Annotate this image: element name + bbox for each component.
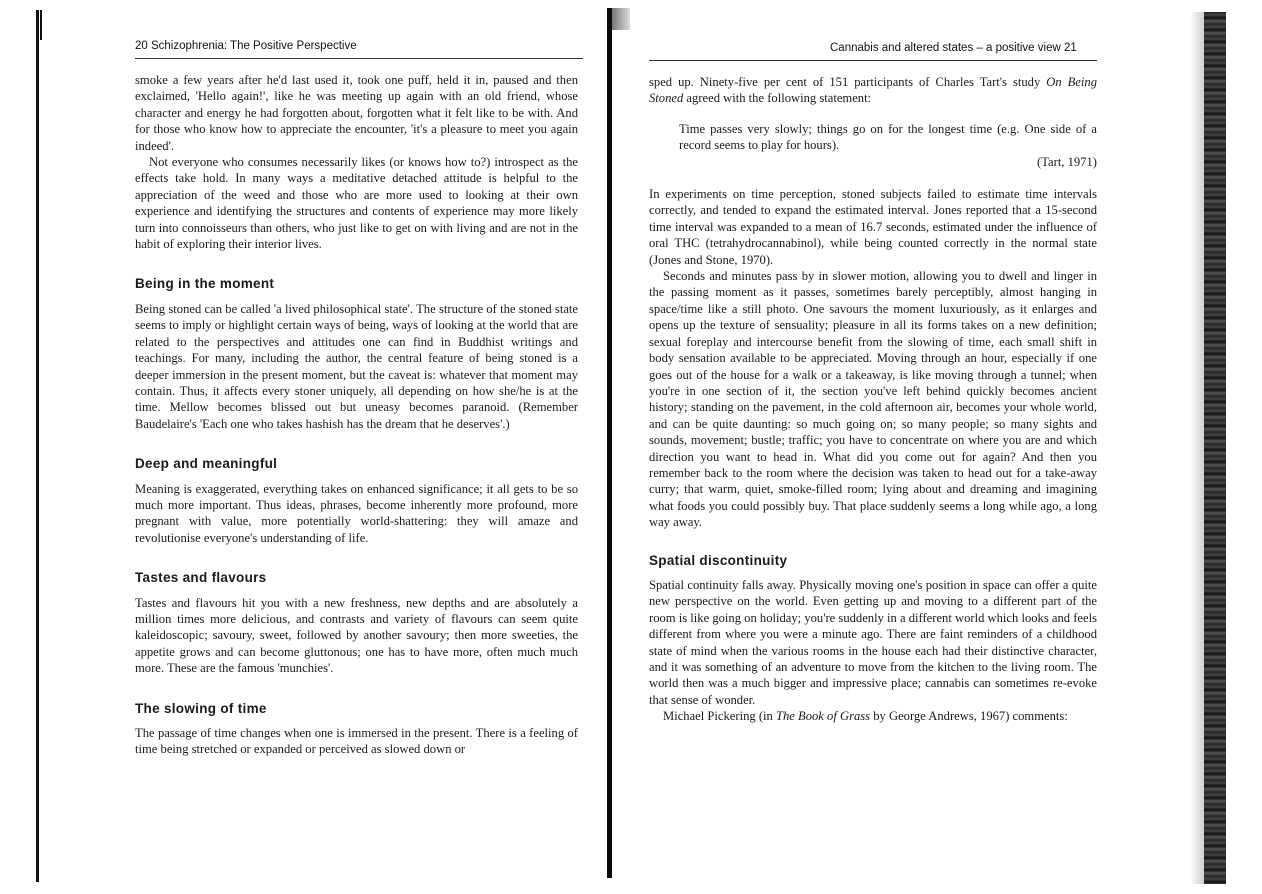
quote-text: Time passes very slowly; things go on for the longest time (e.g. One side of a record seems to play for hours). bbox=[679, 121, 1097, 153]
paragraph: Tastes and flavours hit you with a new freshness, new depths and are absolutely a million times more delicious, and contrasts and variety of flavours can seem quite kaleidoscopic; savoury, sweet, followed by another savoury; then more sweeties, the appetite grows and can become gluttonous; one has to have more, often much much more. These are the famous 'munchies'. bbox=[135, 595, 578, 676]
section-heading: Being in the moment bbox=[135, 276, 275, 292]
section-heading: Tastes and flavours bbox=[135, 570, 267, 586]
text-run: by George Andrews, 1967) comments: bbox=[870, 709, 1068, 724]
paragraph: The passage of time changes when one is immersed in the present. There is a feeling of time being stretched or expanded or perceived as slowed down or bbox=[135, 726, 578, 757]
paragraph: smoke a few years after he'd last used it, took one puff, held it in, paused and then exclaimed, 'Hello again!', like he was meeting up again with an old friend, whose character and energy he had forgotten about, forgotten what it felt like to be with. And for those who know how to appreciate the encounter, 'it's a pleasure to meet you again indeed'. bbox=[135, 73, 578, 153]
left-page-body bbox=[135, 72, 578, 758]
paragraph: Meaning is exaggerated, everything takes on enhanced significance; it all gets to be so much more important. Thus ideas, phrases, become inherently more profound, more pregnant with value, more potentially world-shattering: they will amaze and revolutionise everyone's understanding of life. bbox=[135, 481, 578, 545]
section-heading: Deep and meaningful bbox=[135, 456, 278, 472]
scan-right-edge bbox=[1204, 12, 1226, 884]
paragraph: Spatial continuity falls away. Physically moving one's position in space can offer a quite new perspective on the world. Even getting up and moving to a different part of the room is like going on holiday; you're suddenly in a different world which looks and feels different from where you were a minute ago. There are faint reminders of a childhood state of mind when the various rooms in the house each had their distinctive character, and it was something of an adventure to move from the kitchen to the living room. The world then was a much bigger and impressive place; cannabis can sometimes re-evoke that sense of wonder. bbox=[649, 577, 1097, 707]
scan-left-edge-mark bbox=[40, 10, 42, 40]
paragraph: In experiments on time perception, stoned subjects failed to estimate time intervals correctly, and tended to expand the estimated interval. Jones reported that a 15-second time interval was expanded to a mean of 16.7 seconds, estimated under the influence of oral THC (tetrahydrocannabinol), while being counted correctly in the normal state (Jones and Stone, 1970). bbox=[649, 187, 1097, 267]
book-title: The Book of Grass bbox=[775, 709, 871, 724]
block-quote bbox=[649, 121, 1097, 170]
paragraph bbox=[649, 74, 1097, 107]
section-heading: The slowing of time bbox=[135, 700, 267, 716]
left-header-rule bbox=[135, 58, 583, 59]
book-title: On Being Stoned bbox=[649, 75, 1097, 106]
right-header-rule bbox=[649, 60, 1097, 61]
paragraph: Being stoned can be called 'a lived philosophical state'. The structure of the stoned state seems to imply or highlight certain ways of being, ways of looking at the world that are related to the perspectives and attitudes one can find in Buddhist writings and teachings. For many, including the author, the central feature of being stoned is a deeper immersion in the present moment, but the caveat is: whatever that moment may contain. Thus, it affects every stoner uniquely, all depending on how she/he is at the time. Mellow becomes blissed out but uneasy becomes paranoid. (Remember Baudelaire's 'Each one who takes hashish has the dream that he deserves'.) bbox=[135, 301, 578, 431]
paragraph: Seconds and minutes pass by in slower motion, allowing you to dwell and linger in the passing moment as it passes, sometimes barely perceptibly, almost hanging in space/time like a still photo. One savours the moment luxuriously, as it enlarges and opens up the texture of sensuality; pleasure in all its forms takes on a new definition; sexual foreplay and intercourse benefit from the slowing of time, each small shift in body sensation available to be appreciated. Moving through an hour, especially if one goes out of the house for a walk or a takeaway, is like moving through a tunnel; when you're in one section of it, the section you've left behind quickly becomes ancient history; standing on the pavement, in the cold afternoon air, becomes your whole world, and can be quite daunting: so much going on; so many people; so many sights and sounds, movement; bustle; traffic; you have to concentrate on where you are and which direction you want to head in. What did you come out for again? And then you remember back to the room where the decision was taken to head out for a take-away curry; that warm, quiet, smoke-filled room; lying about and dreaming and imagining what foods you could possibly buy. That place suddenly seems a long while ago, a long way away. bbox=[649, 269, 1097, 530]
gutter-shadow bbox=[612, 8, 630, 30]
right-page-header: Cannabis and altered states – a positive view 21 bbox=[830, 42, 1077, 54]
scan-right-shadow bbox=[1190, 12, 1204, 884]
left-page-header: 20 Schizophrenia: The Positive Perspective bbox=[135, 40, 357, 52]
text-run: agreed with the following statement: bbox=[683, 91, 872, 106]
text-run: Michael Pickering (in bbox=[663, 709, 776, 724]
book-gutter bbox=[607, 8, 612, 878]
paragraph: Not everyone who consumes necessarily likes (or knows how to?) introspect as the effects take hold. In many ways a meditative detached attitude is helpful to the appreciation of the weed and those who are more used to looking at their own experience and identifying the structures and contents of experience may more likely turn into connoisseurs than others, who just like to get on with living and are not in the habit of exploring their interior lives. bbox=[135, 155, 578, 252]
right-page-body bbox=[649, 74, 1097, 725]
section-heading: Spatial discontinuity bbox=[649, 552, 788, 568]
quote-citation: (Tart, 1971) bbox=[1037, 154, 1097, 169]
text-run: sped up. Ninety-five per cent of 151 participants of Charles Tart's study bbox=[649, 75, 1047, 89]
paragraph bbox=[649, 708, 1097, 724]
scan-left-edge bbox=[36, 10, 39, 882]
